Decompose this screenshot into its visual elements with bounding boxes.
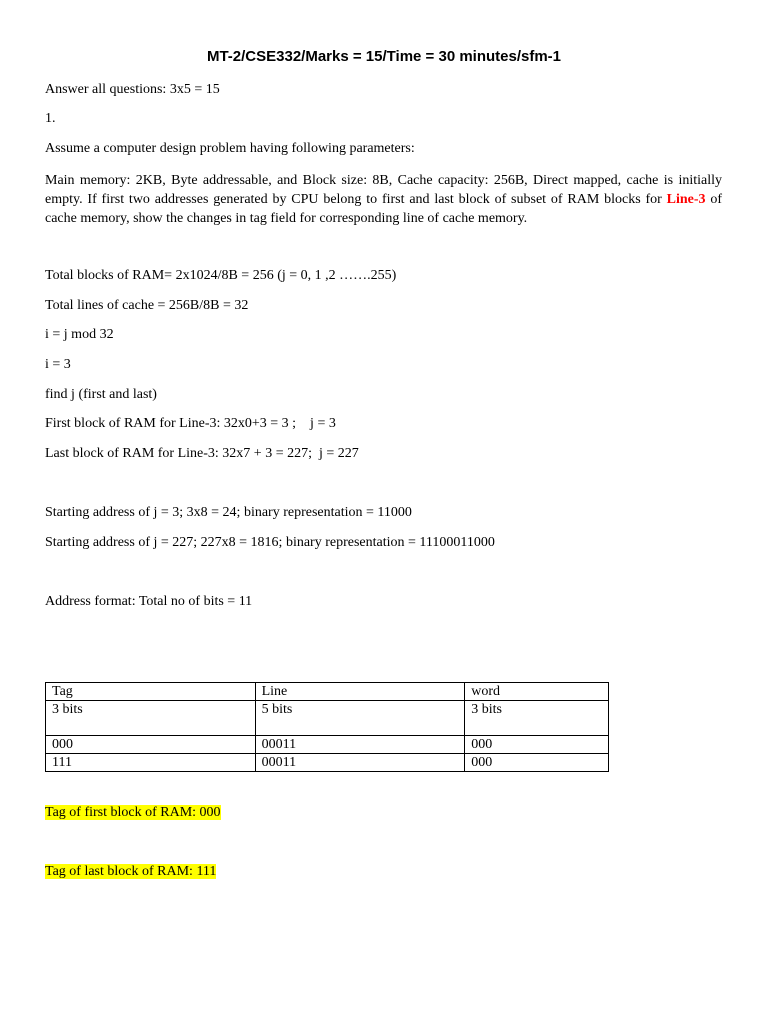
i-value-line: i = 3 [45,357,71,372]
last-tag-answer [45,864,216,880]
header-word: word [465,683,609,701]
total-lines-line: Total lines of cache = 256B/8B = 32 [45,298,249,313]
address-format-table [45,682,609,772]
table-cell: 00011 [255,736,465,754]
table-cell: 000 [46,736,256,754]
first-tag-answer [45,805,221,821]
tag-bits: 3 bits [46,701,256,736]
table-cell: 000 [465,736,609,754]
mod-formula-line: i = j mod 32 [45,327,114,342]
total-blocks-line: Total blocks of RAM= 2x1024/8B = 256 (j = 0, 1 ,2 …….255) [45,268,397,283]
table-cell: 111 [46,754,256,772]
start-address-first-line: Starting address of j = 3; 3x8 = 24; binary representation = 11000 [45,505,412,520]
address-format-line: Address format: Total no of bits = 11 [45,594,253,609]
table-header-row [46,683,609,701]
line-bits: 5 bits [255,701,465,736]
line-3-emphasis: Line-3 [666,192,706,207]
first-tag-highlight: Tag of first block of RAM: 000 [45,805,221,820]
table-row [46,736,609,754]
word-bits: 3 bits [465,701,609,736]
table-cell: 000 [465,754,609,772]
start-address-last-line: Starting address of j = 227; 227x8 = 1816; binary representation = 11100011000 [45,535,495,550]
table-row [46,754,609,772]
page-title: MT-2/CSE332/Marks = 15/Time = 30 minutes/sfm-1 [206,48,562,65]
instruction-text: Answer all questions: 3x5 = 15 [45,82,220,97]
header-tag: Tag [46,683,256,701]
table-bits-row [46,701,609,736]
first-block-line: First block of RAM for Line-3: 32x0+3 = 3 ; j = 3 [45,416,336,431]
problem-text-before: Main memory: 2KB, Byte addressable, and Block size: 8B, Cache capacity: 256B, Direct mapped, cache is initially empty. If first two addresses generated by CPU belong to first and last block of subset of RAM blocks for [45,173,722,207]
last-block-line: Last block of RAM for Line-3: 32x7 + 3 = 227; j = 227 [45,446,359,461]
last-tag-highlight: Tag of last block of RAM: 111 [45,864,217,879]
header-line: Line [255,683,465,701]
question-intro: Assume a computer design problem having following parameters: [45,141,415,156]
problem-statement [45,171,722,228]
table-cell: 00011 [255,754,465,772]
find-j-line: find j (first and last) [45,387,157,402]
question-number: 1. [45,111,56,126]
problem-text-after: of cache memory, show the changes in tag field for corresponding line of cache memory. [45,192,722,226]
